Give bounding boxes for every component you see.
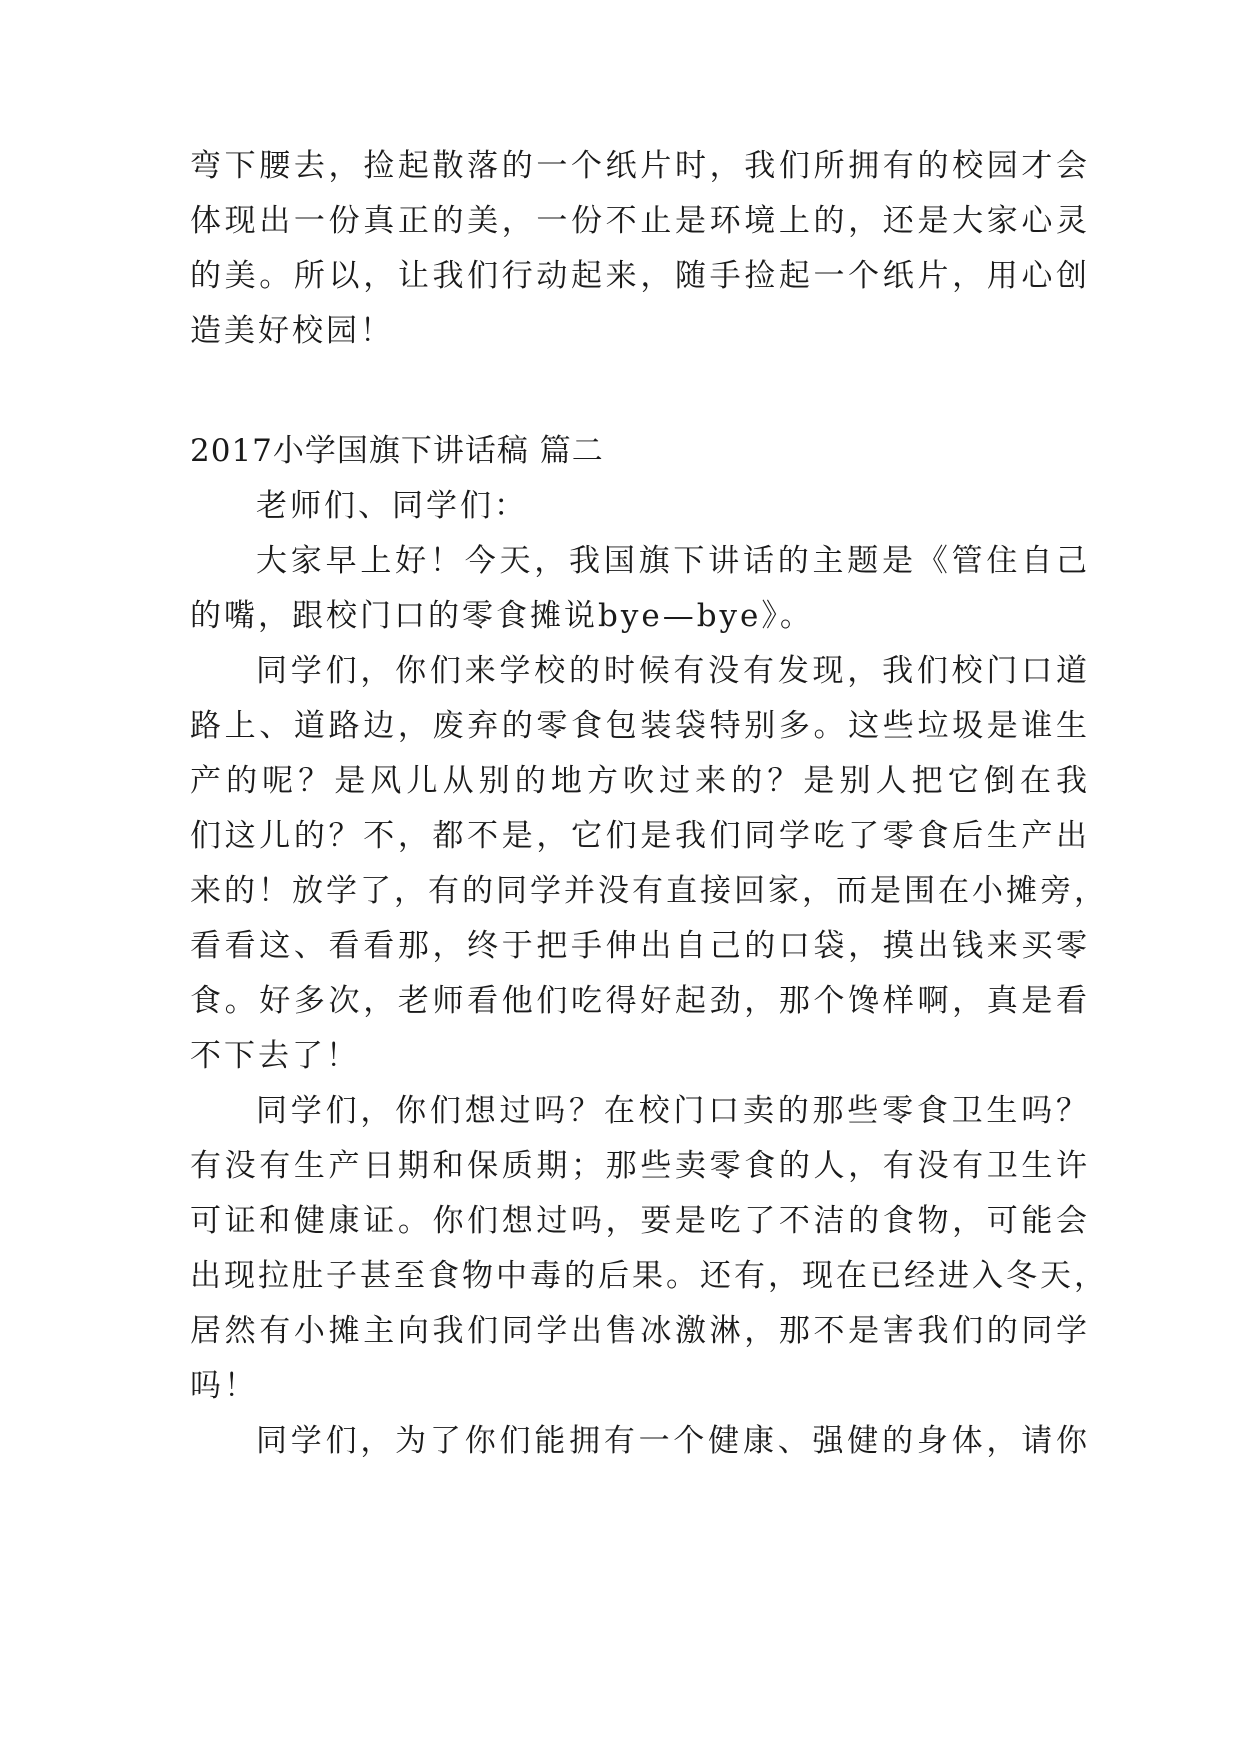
text-line: 吗！ [190,1368,258,1404]
text-line: 路上、道路边，废弃的零食包装袋特别多。这些垃圾是谁生 [190,708,1090,744]
text-line: 的美。所以，让我们行动起来，随手捡起一个纸片，用心创 [190,258,1090,294]
text-line: 的嘴，跟校门口的零食摊说bye—bye》。 [190,598,814,634]
text-line: 有没有生产日期和保质期；那些卖零食的人，有没有卫生许 [190,1148,1090,1184]
text-line: 出现拉肚子甚至食物中毒的后果。还有，现在已经进入冬天， [190,1258,1108,1294]
text-line: 弯下腰去，捡起散落的一个纸片时，我们所拥有的校园才会 [190,148,1090,184]
section-heading: 2017小学国旗下讲话稿 篇二 [190,433,604,469]
text-line: 来的！放学了，有的同学并没有直接回家，而是围在小摊旁， [190,873,1108,909]
text-line: 同学们，你们来学校的时候有没有发现，我们校门口道 [256,653,1090,689]
text-line: 看看这、看看那，终于把手伸出自己的口袋，摸出钱来买零 [190,928,1090,964]
text-line: 同学们，为了你们能拥有一个健康、强健的身体，请你 [256,1423,1090,1459]
text-line: 产的呢？是风儿从别的地方吹过来的？是别人把它倒在我 [190,763,1090,799]
text-line: 居然有小摊主向我们同学出售冰激淋，那不是害我们的同学 [190,1313,1090,1349]
text-line: 不下去了！ [190,1038,360,1074]
text-line: 大家早上好！今天，我国旗下讲话的主题是《管住自己 [256,543,1090,579]
text-line: 食。好多次，老师看他们吃得好起劲，那个馋样啊，真是看 [190,983,1090,1019]
text-line: 们这儿的？不，都不是，它们是我们同学吃了零食后生产出 [190,818,1090,854]
text-line: 同学们，你们想过吗？在校门口卖的那些零食卫生吗？ [256,1093,1090,1129]
text-line: 体现出一份真正的美，一份不止是环境上的，还是大家心灵 [190,203,1090,239]
text-line: 造美好校园！ [190,313,394,349]
greeting-line: 老师们、同学们： [256,488,528,524]
text-line: 可证和健康证。你们想过吗，要是吃了不洁的食物，可能会 [190,1203,1090,1239]
